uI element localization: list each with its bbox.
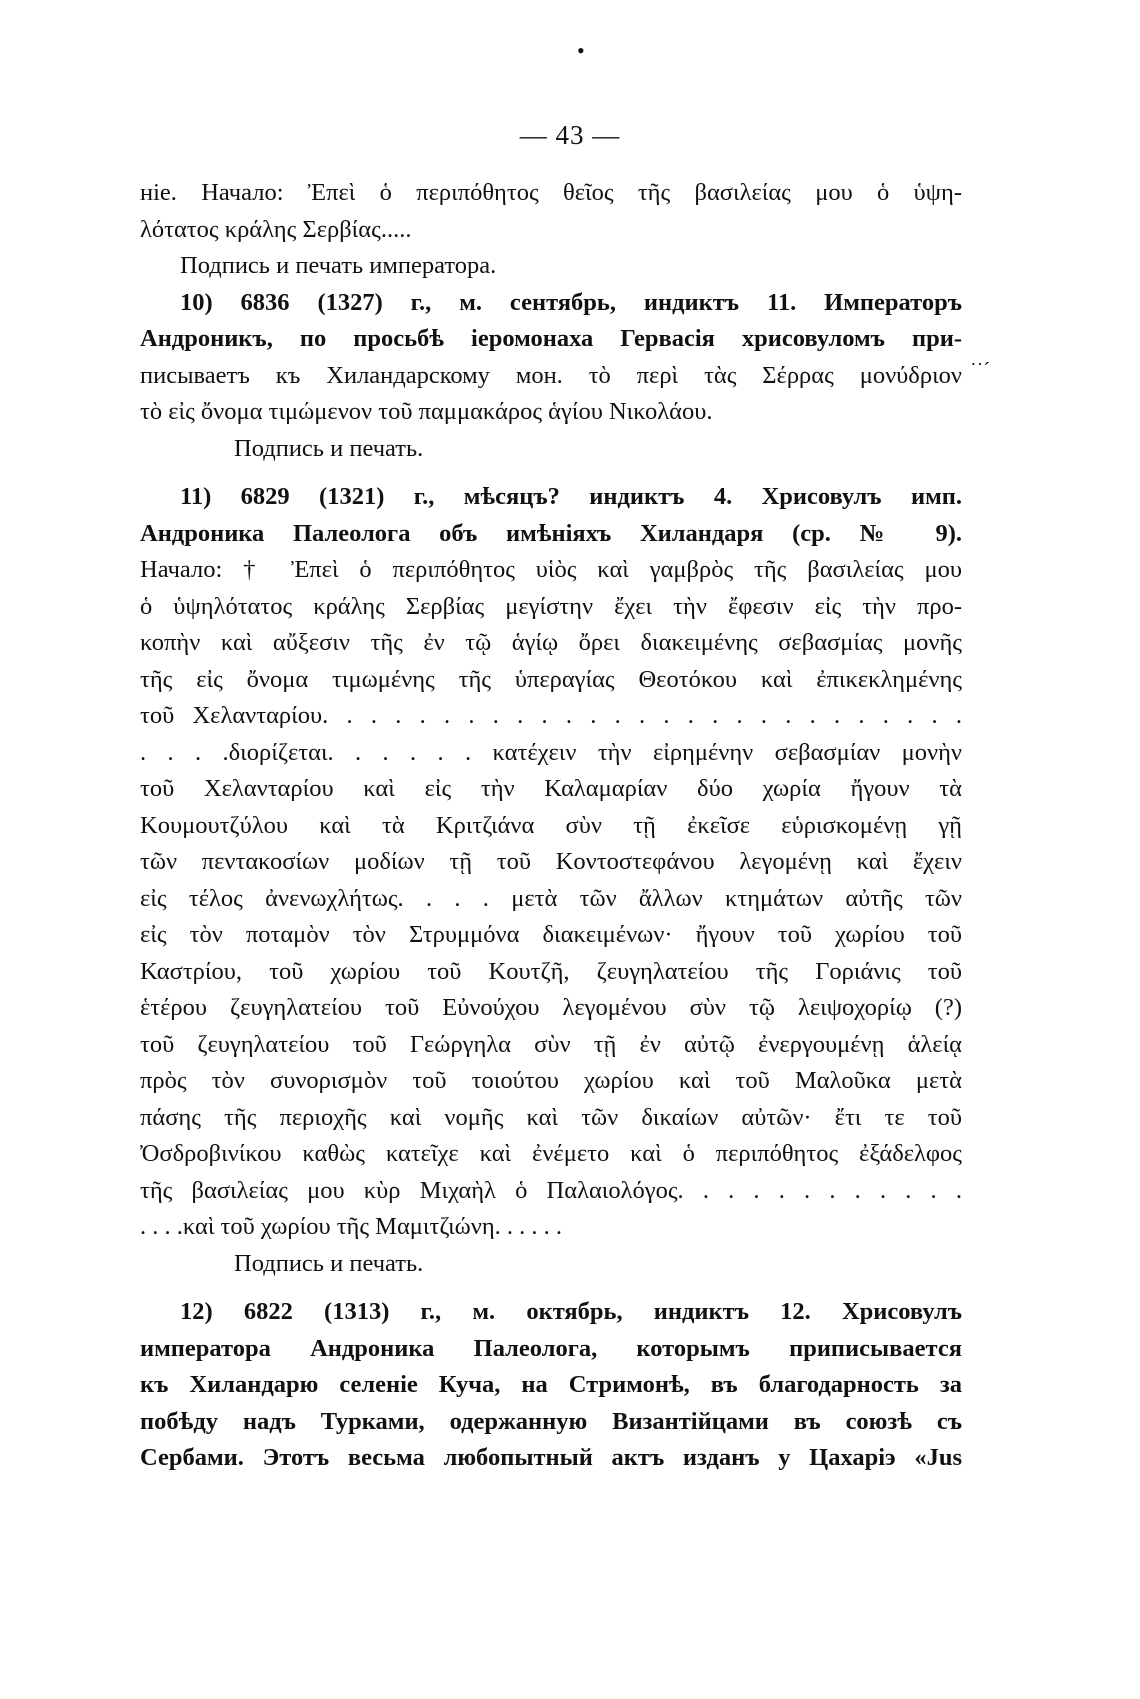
signature-line: Подпись и печать. [234, 1249, 424, 1277]
signature-line: Подпись и печать. [234, 434, 424, 462]
text-line: τῶν πεντακοσίων μοδίων τῇ τοῦ Κοντοστεφάνου λεγομένῃ καὶ ἔχειν [140, 848, 962, 875]
text-line: τοῦ Χελανταρίου καὶ εἰς τὴν Καλαμαρίαν δύο χωρία ἤγουν τὰ [140, 775, 962, 802]
text-line: императора Андроника Палеолога, которымъ приписывается [140, 1334, 962, 1362]
text-line: Андроника Палеолога объ имѣніяхъ Хиландаря (ср. № 9). [140, 519, 962, 547]
text-line: τοῦ Χελανταρίου. . . . . . . . . . . . . . . . . . . . . . . . . . . [140, 702, 962, 729]
text-line: εἰς τέλος ἀνενωχλήτως. . . . μετὰ τῶν ἄλλων κτημάτων αὐτῆς τῶν [140, 884, 962, 912]
text-line: κοπὴν καὶ αὔξεσιν τῆς ἐν τῷ ἁγίῳ ὄρει διακειμένης σεβασμίας μονῆς [140, 629, 962, 656]
text-line: писываетъ къ Хиландарскому мон. τὸ περὶ τὰς Σέρρας μονύδριον [140, 361, 962, 389]
text-line: πάσης τῆς περιοχῆς καὶ νομῆς καὶ τῶν δικαίων αὐτῶν· ἔτι τε τοῦ [140, 1103, 962, 1131]
text-line: побѣду надъ Турками, одержанную Византійцами въ союзѣ съ [140, 1407, 962, 1435]
text-line: ὁ ὑψηλότατος κράλης Σερβίας μεγίστην ἔχει τὴν ἔφεσιν εἰς τὴν προ- [140, 592, 962, 620]
text-line: Ὀσδροβινίκου καθὼς κατεῖχε καὶ ἐνέμετο καὶ ὁ περιπόθητος ἐξάδελφος [140, 1140, 962, 1167]
text-line: Начало: † Ἐπεὶ ὁ περιπόθητος υἱὸς καὶ γαμβρὸς τῆς βασιλείας μου [140, 556, 962, 583]
text-line: къ Хиландарю селеніе Куча, на Стримонѣ, въ благодарность за [140, 1371, 962, 1398]
entry-heading-11: 11) 6829 (1321) г., мѣсяцъ? индиктъ 4. Хрисовулъ имп. [180, 483, 962, 510]
text-line: τὸ εἰς ὄνομα τιμώμενον τοῦ παμμακάρος ἁγίου Νικολάου. [140, 398, 713, 425]
text-line: τῆς εἰς ὄνομα τιμωμένης τῆς ὑπεραγίας Θεοτόκου καὶ ἐπικεκλημένης [140, 665, 962, 693]
text-line: Сербами. Этотъ весьма любопытный актъ изданъ у Цахаріэ «Jus [140, 1444, 962, 1471]
text-line: εἰς τὸν ποταμὸν τὸν Στρυμμόνα διακειμένων· ἤγουν τοῦ χωρίου τοῦ [140, 921, 962, 948]
entry-heading-10: 10) 6836 (1327) г., м. сентябрь, индиктъ 11. Императоръ [180, 288, 962, 316]
text-line: τῆς βασιλείας μου κὺρ Μιχαὴλ ὁ Παλαιολόγος. . . . . . . . . . . . [140, 1176, 962, 1204]
text-line: Κουμουτζύλου καὶ τὰ Κριτζιάνα σὺν τῇ ἐκεῖσε εὑρισκομένῃ γῇ [140, 811, 962, 839]
margin-mark: ˙˙ˊ [970, 359, 990, 381]
text-line: Καστρίου, τοῦ χωρίου τοῦ Κουτζῆ, ζευγηλατείου τῆς Γοριάνις τοῦ [140, 957, 962, 985]
text-line: πρὸς τὸν συνορισμὸν τοῦ τοιούτου χωρίου καὶ τοῦ Μαλοῦκα μετὰ [140, 1067, 962, 1094]
text-line: ἑτέρου ζευγηλατείου τοῦ Εὐνούχου λεγομένου σὺν τῷ λειψοχορίῳ (?) [140, 994, 962, 1021]
text-line: τοῦ ζευγηλατείου τοῦ Γεώργηλα σὺν τῇ ἐν αὐτῷ ἐνεργουμένῃ ἁλείᾳ [140, 1030, 962, 1058]
text-block [140, 175, 962, 1477]
ink-dot: • [577, 38, 585, 63]
text-line: . . . .διορίζεται. . . . . . κατέχειν τὴν εἰρημένην σεβασμίαν μονὴν [140, 738, 962, 766]
entry-heading-12: 12) 6822 (1313) г., м. октябрь, индиктъ 12. Хрисовулъ [180, 1298, 962, 1325]
text-line: Подпись и печать императора. [180, 252, 497, 279]
text-line: Андроникъ, по просьбѣ іеромонаха Гервасія хрисовуломъ при- [140, 325, 962, 352]
text-line: λότατος κράλης Σερβίας..... [140, 215, 412, 243]
page-number: — 43 — [519, 120, 621, 150]
text-line: . . . .καὶ τοῦ χωρίου τῆς Μαμιτζιώνη. . . . . . [140, 1213, 563, 1240]
text-line: ніе. Начало: Ἐπεὶ ὁ περιπόθητος θεῖος τῆς βασιλείας μου ὁ ὑψη- [140, 179, 962, 206]
